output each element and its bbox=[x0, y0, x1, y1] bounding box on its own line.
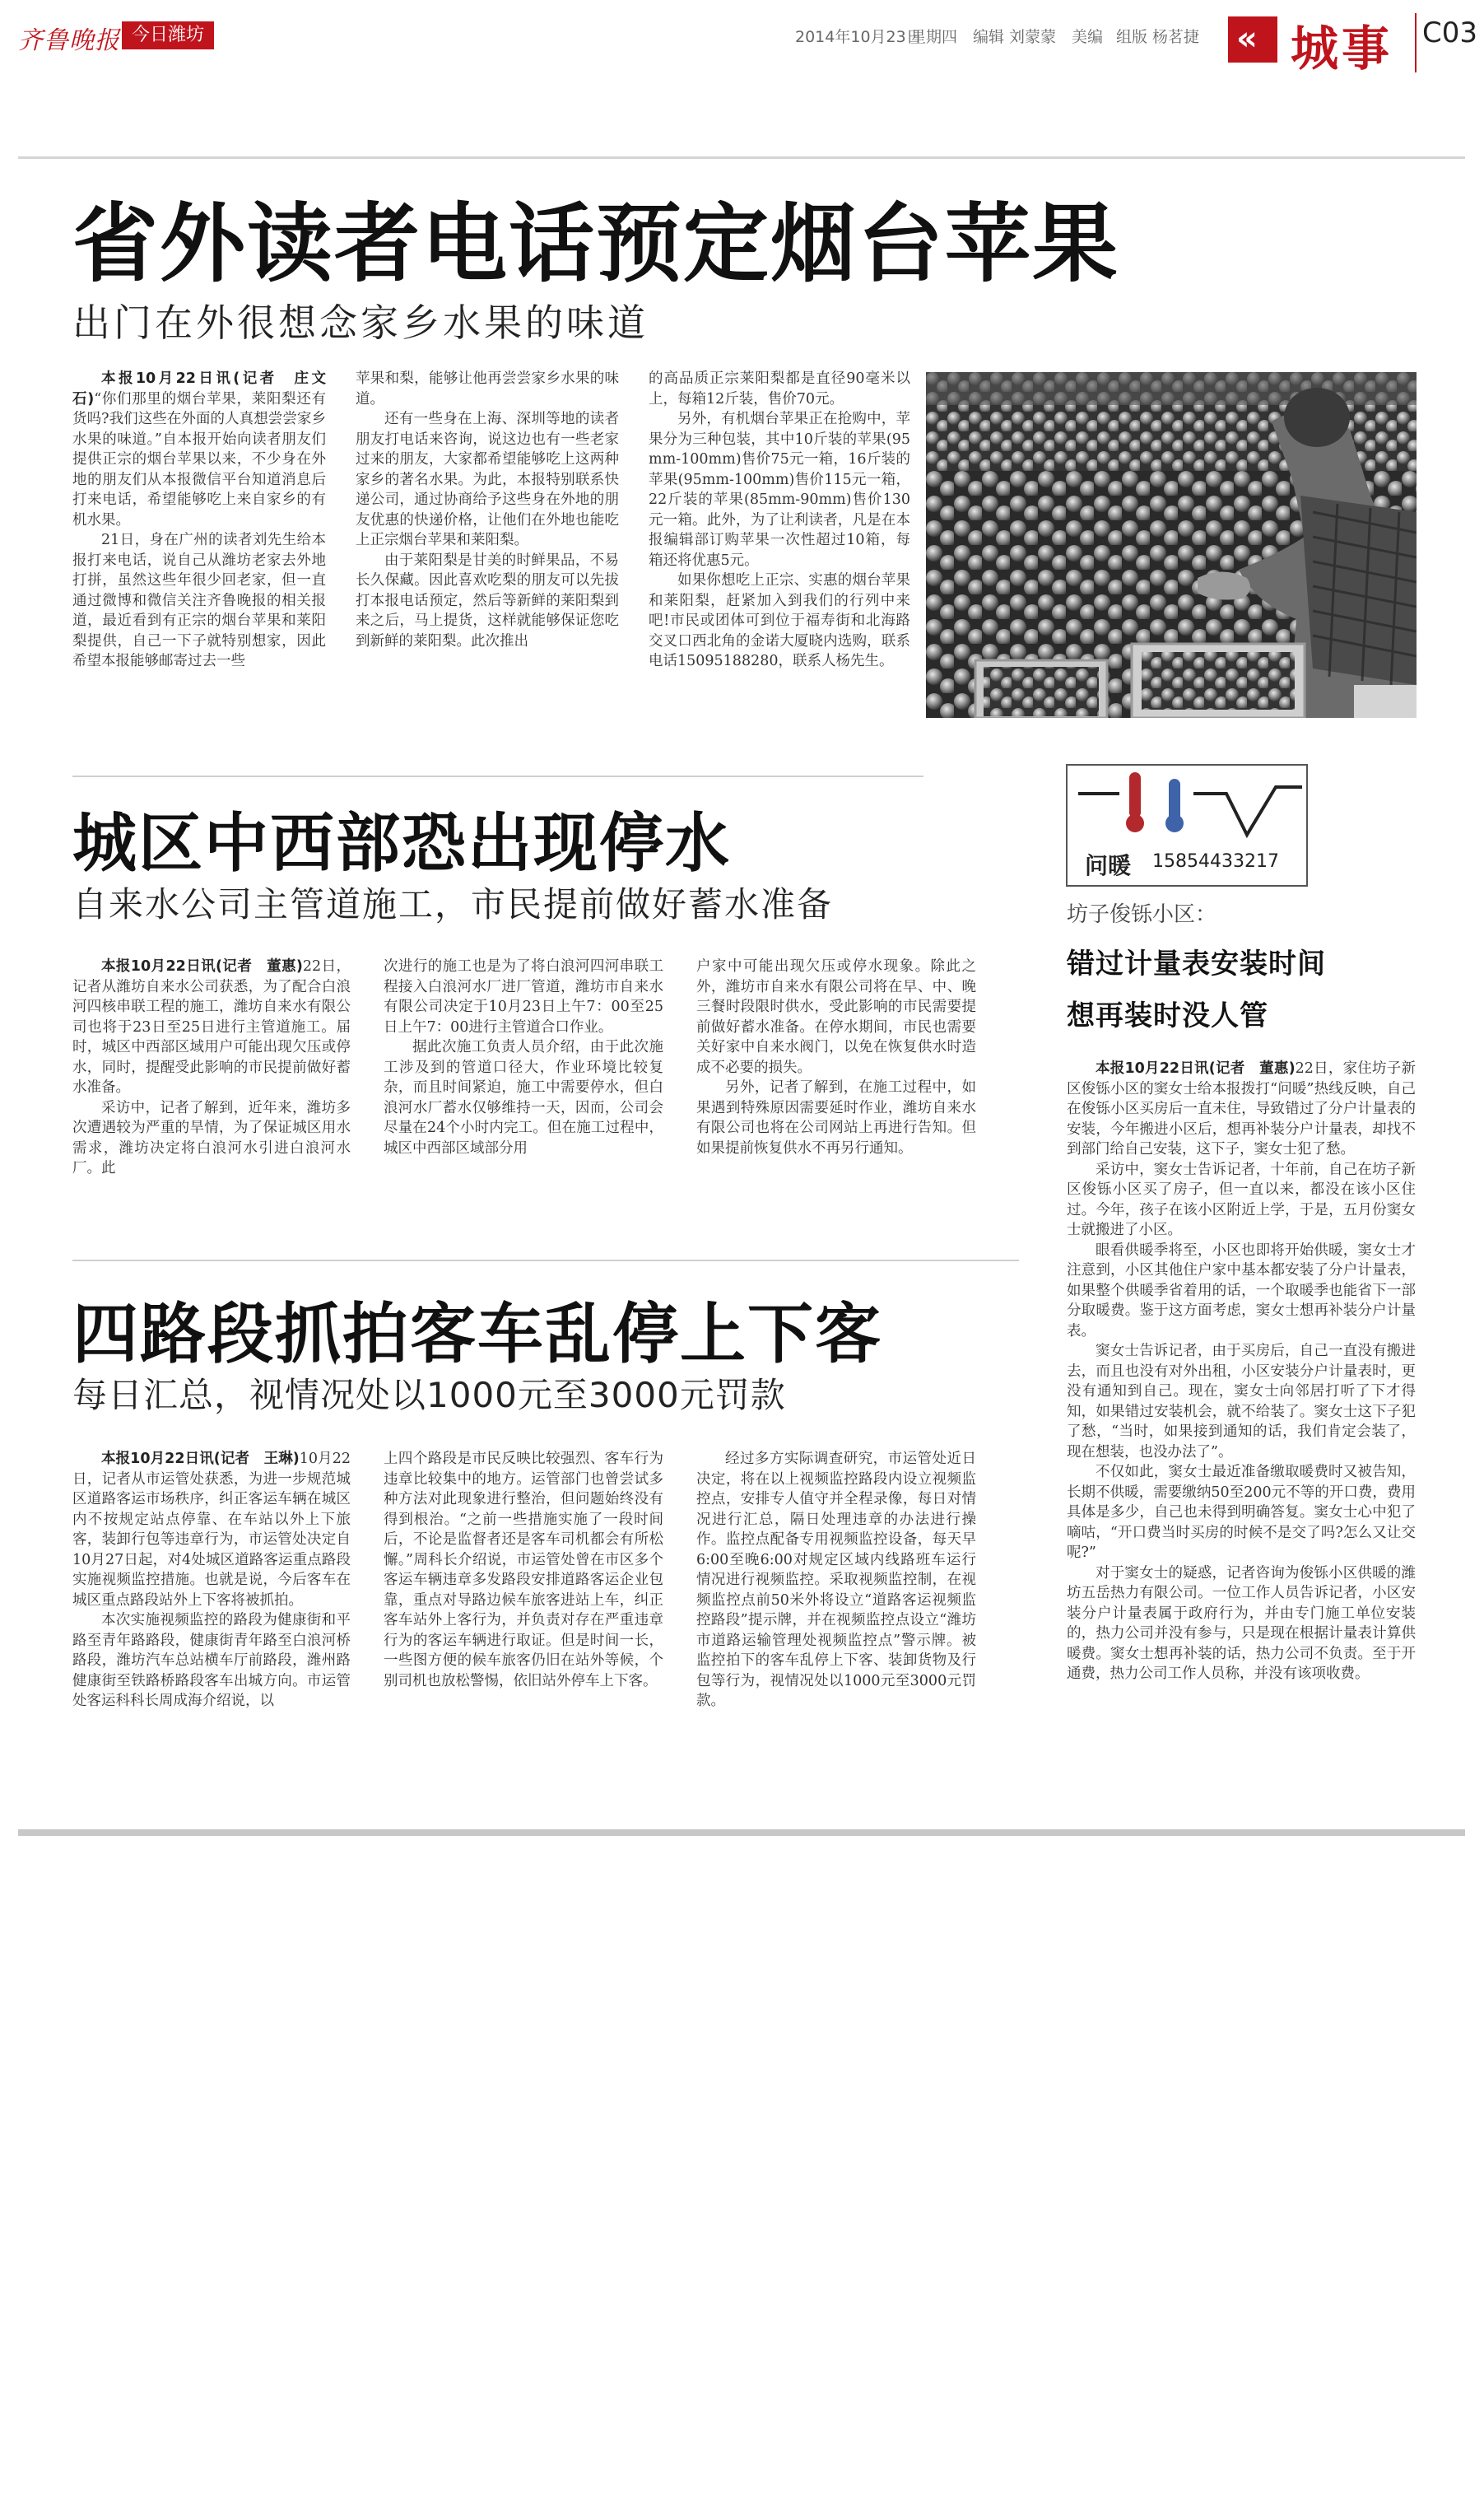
editor-credit: 编辑 刘蒙蒙 bbox=[973, 28, 1057, 46]
dateline: 本报10月22日讯(记者 董惠) bbox=[1096, 1060, 1296, 1077]
paragraph-text: 采访中，记者了解到，近年来，潍坊多次遭遇较为严重的旱情，为了保证城区用水需求，潍坊决定将白浪河水引进白浪河水厂。此 bbox=[72, 1099, 351, 1176]
dateline: 本报10月22日讯(记者 董惠) bbox=[101, 958, 303, 975]
bottom-rule bbox=[18, 1829, 1465, 1836]
paragraph-text: 22日，记者从潍坊自来水公司获悉，为了配合白浪河四核串联工程的施工，潍坊自来水有限公司也将于23日至25日进行主管道施工。届时，城区中西部区域用户可能出现欠压或停水，同时，提醒受此影响的市民提前做好蓄水准备。 bbox=[72, 958, 351, 1096]
paragraph bbox=[72, 530, 326, 672]
paragraph bbox=[696, 957, 976, 1078]
paragraph bbox=[72, 957, 351, 1098]
article3-headline: 四路段抓拍客车乱停上下客 bbox=[72, 1296, 882, 1372]
article2-divider bbox=[72, 1260, 1019, 1261]
dateline: 本报10月22日讯(记者 王琳) bbox=[101, 1451, 300, 1467]
temperature-wave-icon bbox=[1070, 767, 1305, 846]
paragraph bbox=[1067, 1059, 1416, 1160]
header-divider bbox=[1415, 13, 1417, 72]
paragraph-text: 21日，身在广州的读者刘先生给本报打来电话，说自己从潍坊老家去外地打拼，虽然这些年很少回老家，但一直通过微博和微信关注齐鲁晚报的相关报道，最近看到有正宗的烟台苹果和莱阳梨提供，自己一下子就特别想家，因此希望本报能够邮寄过去一些 bbox=[72, 532, 326, 669]
paragraph-text: 另外，有机烟台苹果正在抢购中，苹果分为三种包装，其中10斤装的苹果(95mm-100mm)售价75元一箱，16斤装的苹果(95mm-100mm)售价115元一箱，22斤装的苹果(85mm-90mm)售价130元一箱。此外，为了让利读者，凡是在本报编辑部订购苹果一次性超过10箱，每箱还将优惠5元。 bbox=[649, 411, 910, 569]
paragraph-text: 不仅如此，窦女士最近准备缴取暖费时又被告知，长期不供暖，需要缴纳50至200元不等的开口费，费用具体是多少，自己也未得到明确答复。窦女士心中犯了嘀咕，“开口费当时买房的时候不是交了吗?怎么又让交呢?” bbox=[1067, 1464, 1416, 1561]
paragraph bbox=[1067, 1341, 1416, 1462]
paragraph bbox=[72, 369, 326, 530]
paragraph-text: 22日，家住坊子新区俊铄小区的窦女士给本报拨打“问暖”热线反映，自己在俊铄小区买房后一直未住，导致错过了分户计量表的安装，今年搬进小区后，想再补装分户计量表，却找不到部门给自己安装，这下子，窦女士犯了愁。 bbox=[1067, 1060, 1416, 1158]
paragraph-text: “你们那里的烟台苹果，莱阳梨还有货吗?我们这些在外面的人真想尝尝家乡水果的味道。”自本报开始向读者朋友们提供正宗的烟台苹果以来，不少身在外地的朋友们从本报微信平台知道消息后打来电话，希望能够吃上来自家乡的有机水果。 bbox=[72, 390, 326, 529]
article3-subhead: 每日汇总，视情况处以1000元至3000元罚款 bbox=[72, 1375, 786, 1415]
article1-subhead: 出门在外很想念家乡水果的味道 bbox=[72, 300, 649, 345]
paragraph bbox=[1067, 1462, 1416, 1563]
top-rule bbox=[18, 156, 1465, 159]
sidebar-title-line1: 错过计量表安装时间 bbox=[1067, 948, 1326, 981]
paragraph bbox=[384, 957, 663, 1037]
paragraph-text: 上四个路段是市民反映比较强烈、客车行为违章比较集中的地方。运管部门也曾尝试多种方法对此现象进行整治，但问题始终没有得到根治。“之前一些措施实施了一段时间后，不论是监督者还是客车司机都会有所松懈。”周科长介绍说，市运管处曾在市区多个客运车辆违章多发路段安排道路客运企业包靠，重点对导路边候车旅客进站上车，纠正客车站外上客行为，并负责对存在严重违章行为的客运车辆进行取证。但是时间一长，一些图方便的候车旅客仍旧在站外等候，个别司机也放松警惕，依旧站外停车上下客。 bbox=[384, 1451, 663, 1689]
paragraph bbox=[649, 369, 910, 409]
article2-subhead: 自来水公司主管道施工，市民提前做好蓄水准备 bbox=[72, 884, 834, 925]
section-name: 城事 bbox=[1291, 21, 1393, 77]
apples-photo bbox=[926, 372, 1417, 718]
newspaper-logo: 齐鲁晚报 bbox=[18, 26, 120, 55]
paragraph bbox=[384, 1449, 663, 1691]
paragraph bbox=[72, 1449, 351, 1610]
paragraph-text: 据此次施工负责人员介绍，由于此次施工涉及到的管道口径大，作业环境比较复杂，而且时间紧迫，施工中需要停水，但白浪河水厂蓄水仅够维持一天，因而，公司会尽量在24个小时内完工。但在施工过程中，城区中西部区域部分用 bbox=[384, 1039, 663, 1157]
sidebar-body bbox=[1067, 1059, 1416, 1811]
paragraph-text: 眼看供暖季将至，小区也即将开始供暖，窦女士才注意到，小区其他住户家中基本都安装了分户计量表，如果整个供暖季省着用的话，一个取暖季也能省下一部分取暖费。鉴于这方面考虑，窦女士想再补装分户计量表。 bbox=[1067, 1242, 1416, 1339]
paragraph-text: 由于莱阳梨是甘美的时鲜果品，不易长久保藏。因此喜欢吃梨的朋友可以先拔打本报电话预定，然后等新鲜的莱阳梨到来之后，马上提货，这样就能够保证您吃到新鲜的莱阳梨。此次推出 bbox=[356, 552, 619, 650]
paragraph-text: 10月22日，记者从市运管处获悉，为进一步规范城区道路客运市场秩序，纠正客运车辆在城区内不按规定站点停靠、在车站以外上下旅客，装卸行包等违章行为，市运管处决定自10月27日起，对4处城区道路客运重点路段实施视频监控措施。也就是说，今后客车在城区重点路段站外上下客将被抓拍。 bbox=[72, 1451, 351, 1609]
masthead bbox=[0, 0, 1484, 82]
paragraph bbox=[1067, 1241, 1416, 1342]
article1-col1 bbox=[72, 369, 326, 739]
article3-col2 bbox=[384, 1449, 663, 1811]
section-tag: 今日潍坊 bbox=[122, 21, 214, 49]
article1-col2 bbox=[356, 369, 619, 739]
article2-col3 bbox=[696, 957, 976, 1238]
page-number: C03 bbox=[1422, 16, 1478, 49]
paragraph-text: 的高品质正宗莱阳梨都是直径90毫米以上，每箱12斤装，售价70元。 bbox=[649, 370, 910, 408]
article2-col1 bbox=[72, 957, 351, 1238]
sidebar-location: 坊子俊铄小区： bbox=[1067, 902, 1217, 927]
paragraph-text: 苹果和梨，能够让他再尝尝家乡水果的味道。 bbox=[356, 370, 619, 408]
paragraph-text: 还有一些身在上海、深圳等地的读者朋友打电话来咨询，说这边也有一些老家过来的朋友，大家都希望能够吃上这两种家乡的著名水果。为此，本报特别联系快递公司，通过协商给予这些身在外地的朋友优惠的快递价格，让他们在外地也能吃上正宗烟台苹果和莱阳梨。 bbox=[356, 411, 619, 548]
paragraph bbox=[72, 1610, 351, 1712]
paragraph bbox=[696, 1449, 976, 1712]
issue-date: 2014年10月23日 bbox=[795, 28, 922, 46]
paragraph-text: 本次实施视频监控的路段为健康街和平路至青年路路段，健康街青年路至白浪河桥路段，潍坊汽车总站横车厅前路段，潍州路健康街至铁路桥路段客车出城方向。市运管处客运科科长周成海介绍说，以 bbox=[72, 1612, 351, 1709]
paragraph bbox=[356, 551, 619, 652]
paragraph bbox=[356, 369, 619, 409]
layout-credit: 组版 杨茗捷 bbox=[1116, 28, 1200, 46]
art-credit: 美编 bbox=[1072, 28, 1104, 46]
article3-col1 bbox=[72, 1449, 351, 1811]
sidebar-title-line2: 想再装时没人管 bbox=[1067, 999, 1268, 1032]
paragraph-text: 另外，记者了解到，在施工过程中，如果遇到特殊原因需要延时作业，潍坊自来水有限公司也将在公司网站上再进行告知。但如果提前恢复供水不再另行通知。 bbox=[696, 1079, 976, 1157]
hotline-name: 问暖 bbox=[1085, 852, 1132, 879]
paragraph-text: 户家中可能出现欠压或停水现象。除此之外，潍坊市自来水有限公司将在早、中、晚三餐时段限时供水，受此影响的市民需要提前做好蓄水准备。在停水期间，市民也需要关好家中自来水阀门，以免在恢复供水时造成不必要的损失。 bbox=[696, 958, 976, 1076]
paragraph-text: 窦女士告诉记者，由于买房后，自己一直没有搬进去，而且也没有对外出租，小区安装分户计量表时，更没有通知到自己。现在，窦女士向邻居打听了下才得知，如果错过安装机会，就不给装了。窦女士这下子犯了愁，“当时，如果接到通知的话，我们肯定会装了，现在想装，也没办法了”。 bbox=[1067, 1343, 1416, 1460]
paragraph-text: 采访中，窦女士告诉记者，十年前，自己在坊子新区俊铄小区买了房子，但一直以来，都没在该小区住过。今年，孩子在该小区附近上学，于是，五月份窦女士就搬进了小区。 bbox=[1067, 1161, 1416, 1238]
paragraph bbox=[356, 409, 619, 551]
dateline: 本报10月22日讯(记者 庄文石) bbox=[72, 370, 326, 408]
paragraph bbox=[72, 1098, 351, 1179]
article3-col3 bbox=[696, 1449, 976, 1811]
article2-col2 bbox=[384, 957, 663, 1238]
article1-divider bbox=[72, 776, 923, 777]
paragraph bbox=[696, 1078, 976, 1158]
paragraph bbox=[1067, 1160, 1416, 1241]
article2-headline: 城区中西部恐出现停水 bbox=[72, 807, 732, 881]
paragraph bbox=[384, 1037, 663, 1158]
paragraph bbox=[649, 571, 910, 672]
issue-weekday: 星期四 bbox=[910, 28, 958, 46]
paragraph bbox=[649, 409, 910, 571]
hotline-phone: 15854433217 bbox=[1152, 851, 1279, 872]
paragraph bbox=[1067, 1563, 1416, 1684]
paragraph-text: 如果你想吃上正宗、实惠的烟台苹果和莱阳梨，赶紧加入到我们的行列中来吧!市民或团体可到位于福寿街和北海路交叉口西北角的金诺大厦晓内选购，联系电话15095188280，联系人杨先生。 bbox=[649, 572, 910, 669]
double-chevron-left-icon: « bbox=[1236, 20, 1258, 58]
paragraph-text: 对于窦女士的疑惑，记者咨询为俊铄小区供暖的潍坊五岳热力有限公司。一位工作人员告诉记者，小区安装分户计量表属于政府行为，并由专门施工单位安装的，热力公司并没有参与，只是现在根据计量表计算供暖费。窦女士想再补装的话，热力公司不负责。至于开通费，热力公司工作人员称，并没有该项收费。 bbox=[1067, 1564, 1416, 1682]
paragraph-text: 经过多方实际调查研究，市运管处近日决定，将在以上视频监控路段内设立视频监控点，安排专人值守并全程录像，每日对情况进行汇总，隔日处理违章的办法进行操作。监控点配备专用视频监控设备，每天早6:00至晚6:00对规定区域内线路班车运行情况进行视频监控。采取视频监控制，在视频监控点前50米外将设立“道路客运视频监控路段”提示牌，并在视频监控点设立“潍坊市道路运输管理处视频监控点”警示牌。被监控拍下的客车乱停上下客、装卸货物及行包等行为，视情况处以1000元至3000元罚款。 bbox=[696, 1451, 976, 1709]
paragraph-text: 次进行的施工也是为了将白浪河四河串联工程接入白浪河水厂进厂管道，潍坊市自来水有限公司决定于10月23日上午7：00至25日上午7：00进行主管道合口作业。 bbox=[384, 958, 663, 1036]
article1-col3 bbox=[649, 369, 910, 739]
article1-headline: 省外读者电话预定烟台苹果 bbox=[72, 193, 1120, 294]
